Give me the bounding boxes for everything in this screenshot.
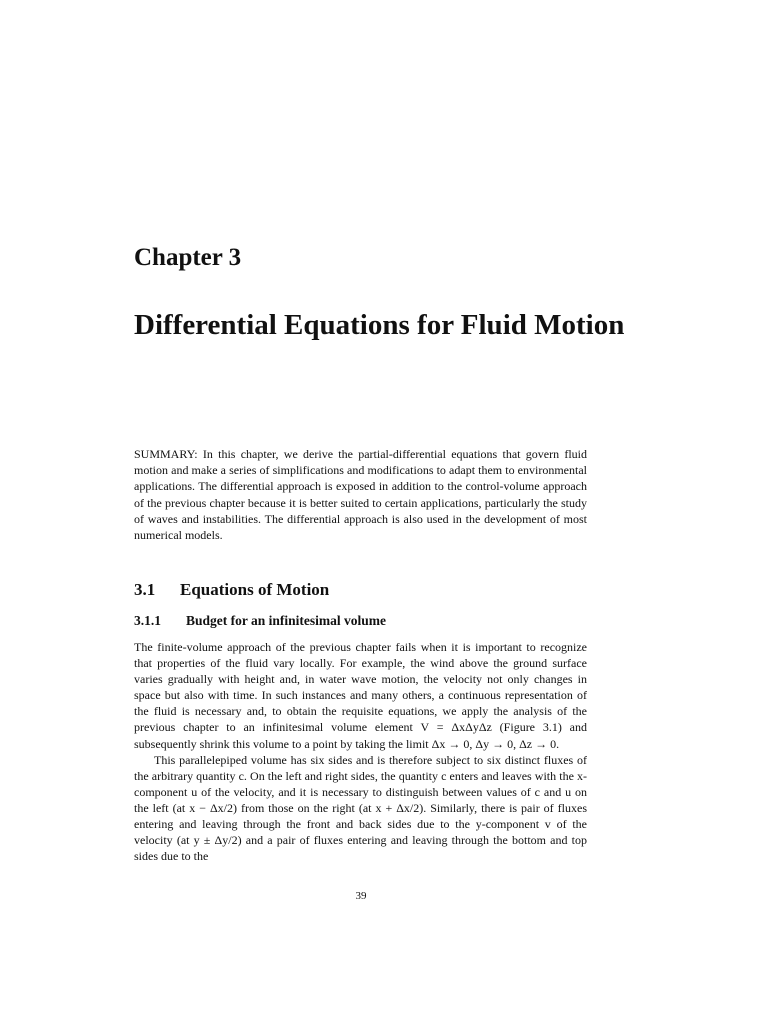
body-paragraph-2: This parallelepiped volume has six sides and is therefore subject to six distinct fluxes of the arbitrary quantity c. On the left and right sides, the quantity c enters and leaves with the x-component u of the velocity, and it is necessary to distinguish between values of c and u on the left (at x − Δx/2) from those on the right (at x + Δx/2). Similarly, there is pair of fluxes entering and leaving through the front and back sides due to the y-component v of the velocity (at y ± Δy/2) and a pair of fluxes entering and leaving through the bottom and top sides due to the [134, 752, 587, 864]
subsection-title: Budget for an infinitesimal volume [186, 613, 387, 628]
page-number: 39 [355, 890, 367, 902]
body-text [134, 639, 587, 864]
chapter-label: Chapter 3 [134, 244, 242, 271]
chapter-summary: SUMMARY: In this chapter, we derive the partial-differential equations that govern fluid motion and make a series of simplifications and modifications to adapt them to environmental applications. The differential approach is exposed in addition to the control-volume approach of the previous chapter because it is better suited to certain applications, particularly the study of waves and instabilities. The differential approach is also used in the development of most numerical models. [134, 447, 587, 543]
section-heading [134, 580, 329, 600]
subsection-heading [134, 613, 386, 629]
chapter-title: Differential Equations for Fluid Motion [134, 309, 625, 341]
body-paragraph-1: The finite-volume approach of the previous chapter fails when it is important to recognize that properties of the fluid vary locally. For example, the wind above the ground surface varies gradually with height and, in water wave motion, the velocity not only changes in space but also with time. In such instances and many others, a continuous representation of the fluid is necessary and, to obtain the requisite equations, we apply the analysis of the previous chapter to an infinitesimal volume element V = ΔxΔyΔz (Figure 3.1) and subsequently shrink this volume to a point by taking the limit Δx → 0, Δy → 0, Δz → 0. [134, 640, 587, 751]
subsection-number: 3.1.1 [134, 613, 161, 628]
section-number: 3.1 [134, 580, 156, 599]
section-title: Equations of Motion [180, 580, 330, 599]
